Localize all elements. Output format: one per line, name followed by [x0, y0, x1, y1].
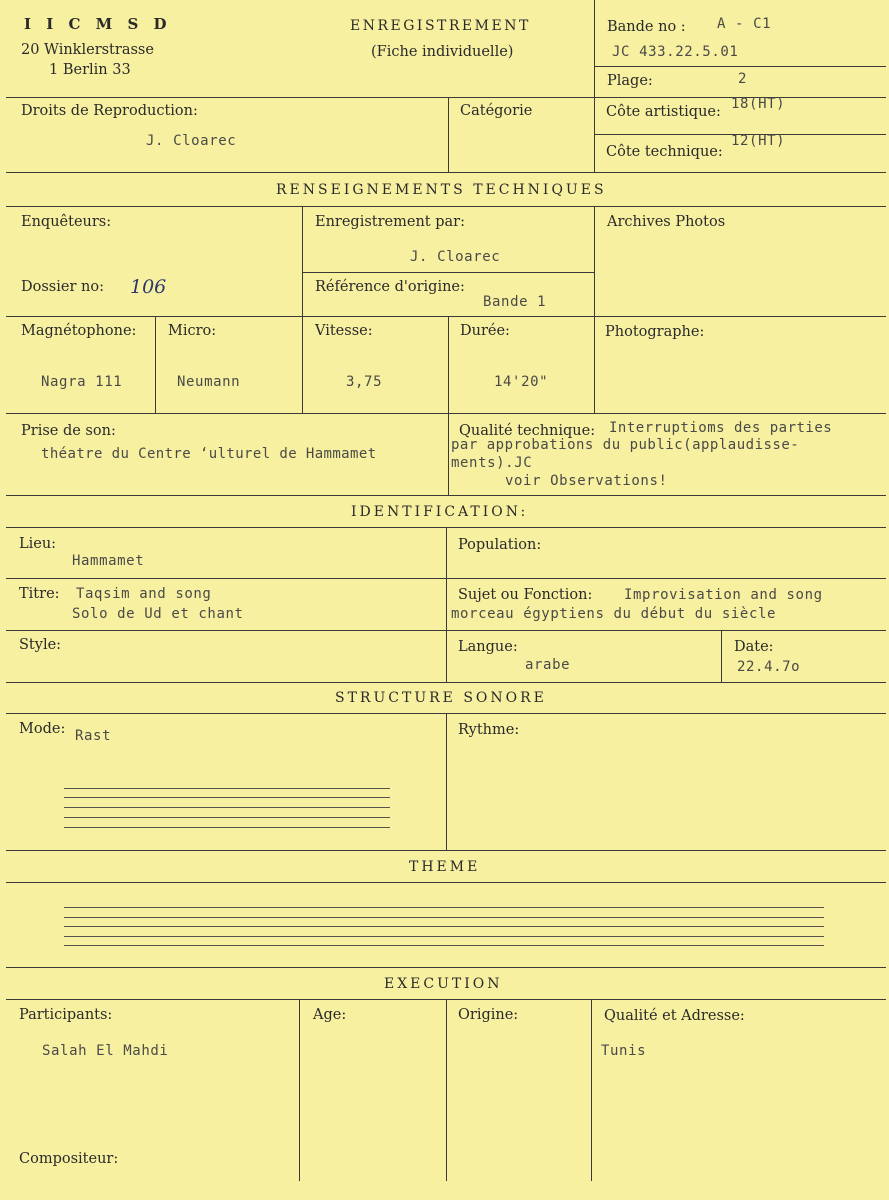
compositeur-label: Compositeur:: [19, 1151, 119, 1167]
dossier-value: 106: [130, 276, 167, 298]
titre-label: Titre:: [19, 586, 60, 602]
rule-rights-col2: [594, 97, 595, 172]
cote-technique-value: 12(HT): [731, 133, 786, 149]
structure-section-title: STRUCTURE SONORE: [335, 690, 547, 706]
magnetophone-label: Magnétophone:: [21, 323, 137, 339]
titre-line-1: Taqsim and song: [76, 586, 212, 602]
photographe-label: Photographe:: [605, 324, 705, 340]
qualite-line-2: par approbations du public(applaudisse-: [451, 437, 800, 453]
mode-staff-line: [64, 797, 390, 798]
enregistrement-par-value: J. Cloarec: [410, 249, 501, 265]
rule-tech-col-micro: [155, 316, 156, 413]
org-logo: I I C M S D: [24, 15, 172, 33]
theme-staff-line: [64, 917, 824, 918]
age-label: Age:: [313, 1007, 347, 1023]
qualite-technique-label: Qualité technique:: [459, 423, 596, 439]
address-line-2: 1 Berlin 33: [49, 62, 131, 78]
address-line-1: 20 Winklerstrasse: [21, 42, 154, 58]
lieu-value: Hammamet: [72, 553, 145, 569]
cote-artistique-value: 18(HT): [731, 96, 786, 112]
style-label: Style:: [19, 637, 62, 653]
plage-label: Plage:: [607, 73, 653, 89]
sujet-line-1: Improvisation and song: [624, 587, 823, 603]
rule-tech-row3-bottom: [6, 495, 886, 496]
cote-artistique-label: Côte artistique:: [606, 104, 721, 120]
mode-value: Rast: [75, 728, 112, 744]
rule-ident-col: [446, 527, 447, 682]
rule-exec-col1: [299, 999, 300, 1181]
rule-style-bottom: [6, 682, 886, 683]
theme-section-title: THEME: [409, 859, 481, 875]
origine-label: Origine:: [458, 1007, 519, 1023]
enregistrement-par-label: Enregistrement par:: [315, 214, 465, 230]
date-value: 22.4.7o: [737, 659, 801, 675]
date-label: Date:: [734, 639, 774, 655]
technical-section-title: RENSEIGNEMENTS TECHNIQUES: [276, 182, 607, 198]
reference-value: Bande 1: [483, 294, 547, 310]
identification-section-title: IDENTIFICATION:: [351, 504, 529, 520]
rule-exec-col3: [591, 999, 592, 1181]
mode-staff-line: [64, 807, 390, 808]
form-subtitle: (Fiche individuelle): [371, 44, 514, 60]
rule-theme-title-bottom: [6, 882, 886, 883]
rule-enreg-mid: [302, 272, 594, 273]
sujet-label: Sujet ou Fonction:: [458, 587, 593, 603]
execution-section-title: EXECUTION: [384, 976, 503, 992]
titre-line-2: Solo de Ud et chant: [72, 606, 244, 622]
micro-value: Neumann: [177, 374, 241, 390]
langue-value: arabe: [525, 657, 571, 673]
duree-label: Durée:: [460, 323, 510, 339]
form-title: ENREGISTREMENT: [350, 18, 531, 34]
theme-staff-line: [64, 936, 824, 937]
reference-label: Référence d'origine:: [315, 279, 465, 295]
rule-structure-col: [446, 713, 447, 850]
micro-label: Micro:: [168, 323, 217, 339]
population-label: Population:: [458, 537, 542, 553]
rule-tech-col1: [302, 206, 303, 413]
mode-staff-line: [64, 788, 390, 789]
langue-label: Langue:: [458, 639, 518, 655]
rule-plage-top: [594, 66, 886, 67]
rule-prise-col: [448, 413, 449, 495]
categorie-label: Catégorie: [460, 103, 533, 119]
archives-photos-label: Archives Photos: [607, 214, 726, 230]
participants-value: Salah El Mahdi: [42, 1043, 169, 1059]
participants-label: Participants:: [19, 1007, 113, 1023]
mode-staff-line: [64, 817, 390, 818]
qualite-line-1: Interruptioms des parties: [609, 420, 833, 436]
theme-staff-line: [64, 907, 824, 908]
theme-staff-line: [64, 945, 824, 946]
vitesse-value: 3,75: [346, 374, 383, 390]
adresse-value: Tunis: [601, 1043, 647, 1059]
rule-header-col: [594, 0, 595, 97]
rule-tech-row1-bottom: [6, 316, 886, 317]
prise-de-son-value: théatre du Centre ‘ulturel de Hammamet: [41, 446, 377, 462]
rythme-label: Rythme:: [458, 722, 520, 738]
mode-label: Mode:: [19, 721, 66, 737]
qualite-line-3: ments).JC: [451, 455, 533, 471]
rule-exec-col2: [446, 999, 447, 1181]
dossier-label: Dossier no:: [21, 279, 104, 295]
theme-staff-line: [64, 926, 824, 927]
rule-tech-col-duree: [448, 316, 449, 413]
adresse-label: Qualité et Adresse:: [604, 1008, 745, 1024]
rule-rights-col1: [448, 97, 449, 172]
rule-rights-bottom: [6, 172, 886, 173]
droits-label: Droits de Reproduction:: [21, 103, 198, 119]
rule-theme-bottom: [6, 967, 886, 968]
plage-value: 2: [738, 71, 748, 87]
duree-value: 14'20": [494, 374, 549, 390]
sujet-line-2: morceau égyptiens du début du siècle: [451, 606, 777, 622]
rule-structure-bottom: [6, 850, 886, 851]
droits-value: J. Cloarec: [146, 133, 237, 149]
rule-technical-title-bottom: [6, 206, 886, 207]
mode-staff-line: [64, 827, 390, 828]
enqueteurs-label: Enquêteurs:: [21, 214, 112, 230]
bande-label: Bande no :: [607, 19, 686, 35]
bande-value: A - C1: [717, 16, 772, 32]
prise-de-son-label: Prise de son:: [21, 423, 116, 439]
vitesse-label: Vitesse:: [315, 323, 373, 339]
qualite-line-4: voir Observations!: [505, 473, 668, 489]
lieu-label: Lieu:: [19, 536, 57, 552]
magnetophone-value: Nagra 111: [41, 374, 123, 390]
rule-date-col: [721, 630, 722, 682]
bande-reference: JC 433.22.5.01: [612, 44, 739, 60]
cote-technique-label: Côte technique:: [606, 144, 723, 160]
rule-tech-col2: [594, 206, 595, 413]
rule-tech-row2-bottom: [6, 413, 886, 414]
